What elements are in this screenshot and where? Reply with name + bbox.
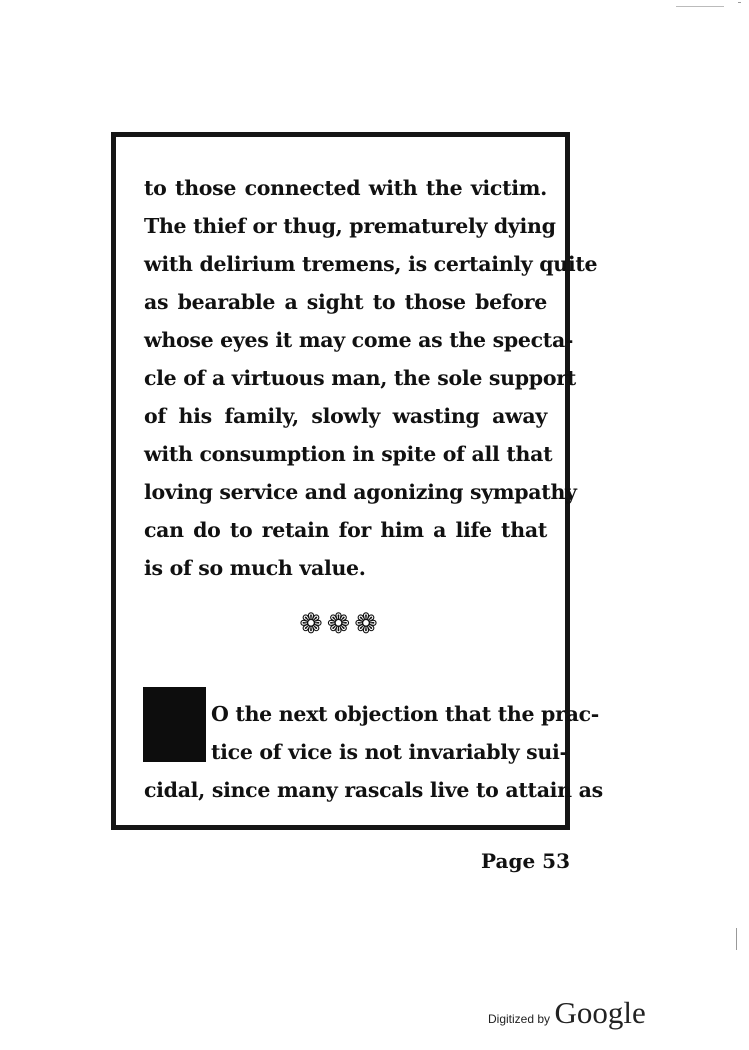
text-line: The thief or thug, prematurely dying xyxy=(144,214,556,238)
text-line: tice of vice is not invariably sui- xyxy=(211,740,568,764)
text-line: loving service and agonizing sympathy xyxy=(144,480,577,504)
text-line: can do to retain for him a life that xyxy=(144,518,547,542)
text-line: O the next objection that the prac- xyxy=(211,702,599,726)
text-line: with consumption in spite of all that xyxy=(144,442,553,466)
page-frame xyxy=(111,132,603,830)
text-line: whose eyes it may come as the specta- xyxy=(144,328,574,352)
text-line: is of so much value. xyxy=(144,556,366,580)
ornament-divider: ❁❁❁ xyxy=(299,607,382,640)
text-line: cle of a virtuous man, the sole support xyxy=(144,366,576,390)
text-line: of his family, slowly wasting away xyxy=(144,404,547,428)
watermark-prefix: Digitized by xyxy=(488,1012,551,1026)
text-line: to those connected with the victim. xyxy=(144,176,547,200)
scan-mark xyxy=(676,6,724,7)
text-line: cidal, since many rascals live to attain as xyxy=(144,778,603,802)
drop-cap-block xyxy=(143,687,206,762)
text-line: as bearable a sight to those before xyxy=(144,290,547,314)
google-logo: Google xyxy=(554,995,646,1030)
text-line: with delirium tremens, is certainly quite xyxy=(144,252,598,276)
page-number: Page 53 xyxy=(481,849,570,873)
digitized-watermark xyxy=(488,995,646,1031)
scan-mark xyxy=(736,928,737,950)
scan-mark xyxy=(738,2,741,7)
